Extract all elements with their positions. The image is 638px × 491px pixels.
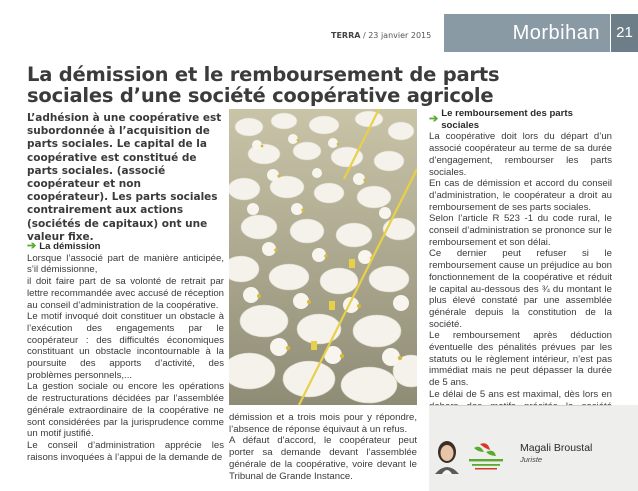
publication-name: TERRA	[331, 31, 361, 40]
paragraph: Le motif invoqué doit constituer un obstacle à l’exécution des engagements par le coopérateur : des difficultés économiques constituant un obstacle incontournable à la poursuite des apports d’activité, des problèmes personnels,...	[27, 311, 224, 381]
poultry-photo	[229, 109, 417, 405]
author-role: Juriste	[520, 455, 543, 464]
paragraph: A défaut d’accord, le coopérateur peut porter sa demande devant l’assemblée générale de la coopérative, voire devant le Tribunal de Grande Instance.	[229, 435, 417, 482]
paragraph: Lorsque l’associé part de manière anticipée, s’il démissionne,	[27, 252, 224, 276]
section-heading-text: Le remboursement des parts sociales	[441, 108, 573, 131]
divider	[429, 405, 612, 406]
organization-logo	[466, 442, 506, 476]
paragraph: La gestion sociale ou encore les opérations de restructurations décidées par l’assemblée générale extraordinaire de la coopérative ne sont considérées par la jurisprudence comme un motif justifié.	[27, 381, 224, 440]
paragraph: Le délai de 5 ans est maximal, dès lors en	[429, 388, 612, 400]
paragraph: Selon l’article R 523 -1 du code rural, le conseil d’administration se prononce sur le remboursement et son délai.	[429, 213, 612, 248]
column-left	[27, 241, 224, 463]
page-header	[0, 0, 638, 52]
paragraph: Le conseil d’administration apprécie les raisons invoquées à l’appui de la demande de	[27, 439, 224, 463]
section-heading-text: La démission	[39, 241, 101, 252]
region-banner	[444, 14, 610, 52]
article-title: La démission et le remboursement de parts sociales d’une société coopérative agricole	[27, 63, 500, 107]
issue-date: / 23 janvier 2015	[360, 31, 432, 40]
paragraph: Ce dernier peut refuser si le remboursement cause un préjudice au bon fonctionnement de la coopérative et réduit le capital au-dessous des ¾ du montant le plus élevé constaté par une assemblée générale depuis la constitution de la société.	[429, 248, 612, 330]
author-avatar	[432, 438, 462, 474]
region-name: Morbihan	[512, 22, 600, 44]
section-heading-remboursement	[429, 108, 612, 131]
paragraph: Le remboursement après déduction éventuelle des pénalités prévues par les statuts ou le règlement intérieur, n’est pas immédiat mais ne peut dépasser la durée de 5 ans.	[429, 330, 612, 389]
paragraph: En cas de démission et accord du conseil d’administration, le coopérateur a droit au remboursement de ses parts sociales.	[429, 178, 612, 213]
arrow-right-icon: ➔	[27, 240, 37, 252]
paragraph: il doit faire part de sa volonté de retrait par lettre recommandée avec accusé de réception au conseil d’administration de la coopérative.	[27, 276, 224, 311]
article-lead: L’adhésion à une coopérative est subordonnée à l’acquisition de parts sociales. Le capital de la coopérative est constitué de parts sociales. (associé coopérateur et non coopérateur). Les parts sociales contrairement aux actions (sociétés de capitaux) ont une valeur fixe.	[27, 112, 222, 243]
column-middle	[229, 412, 417, 482]
publication-line	[331, 31, 431, 40]
paragraph: La coopérative doit lors du départ d’un associé coopérateur au terme de sa durée d’engagement, rembourser les parts sociales.	[429, 131, 612, 178]
page-number: 21	[611, 14, 638, 52]
section-heading-demission	[27, 241, 224, 253]
arrow-right-icon: ➔	[429, 112, 439, 125]
author-name: Magali Broustal	[520, 442, 593, 454]
column-right	[429, 108, 612, 436]
paragraph: démission et a trois mois pour y répondre, l’absence de réponse équivaut à un refus.	[229, 412, 417, 435]
poultry-illustration	[229, 109, 417, 405]
